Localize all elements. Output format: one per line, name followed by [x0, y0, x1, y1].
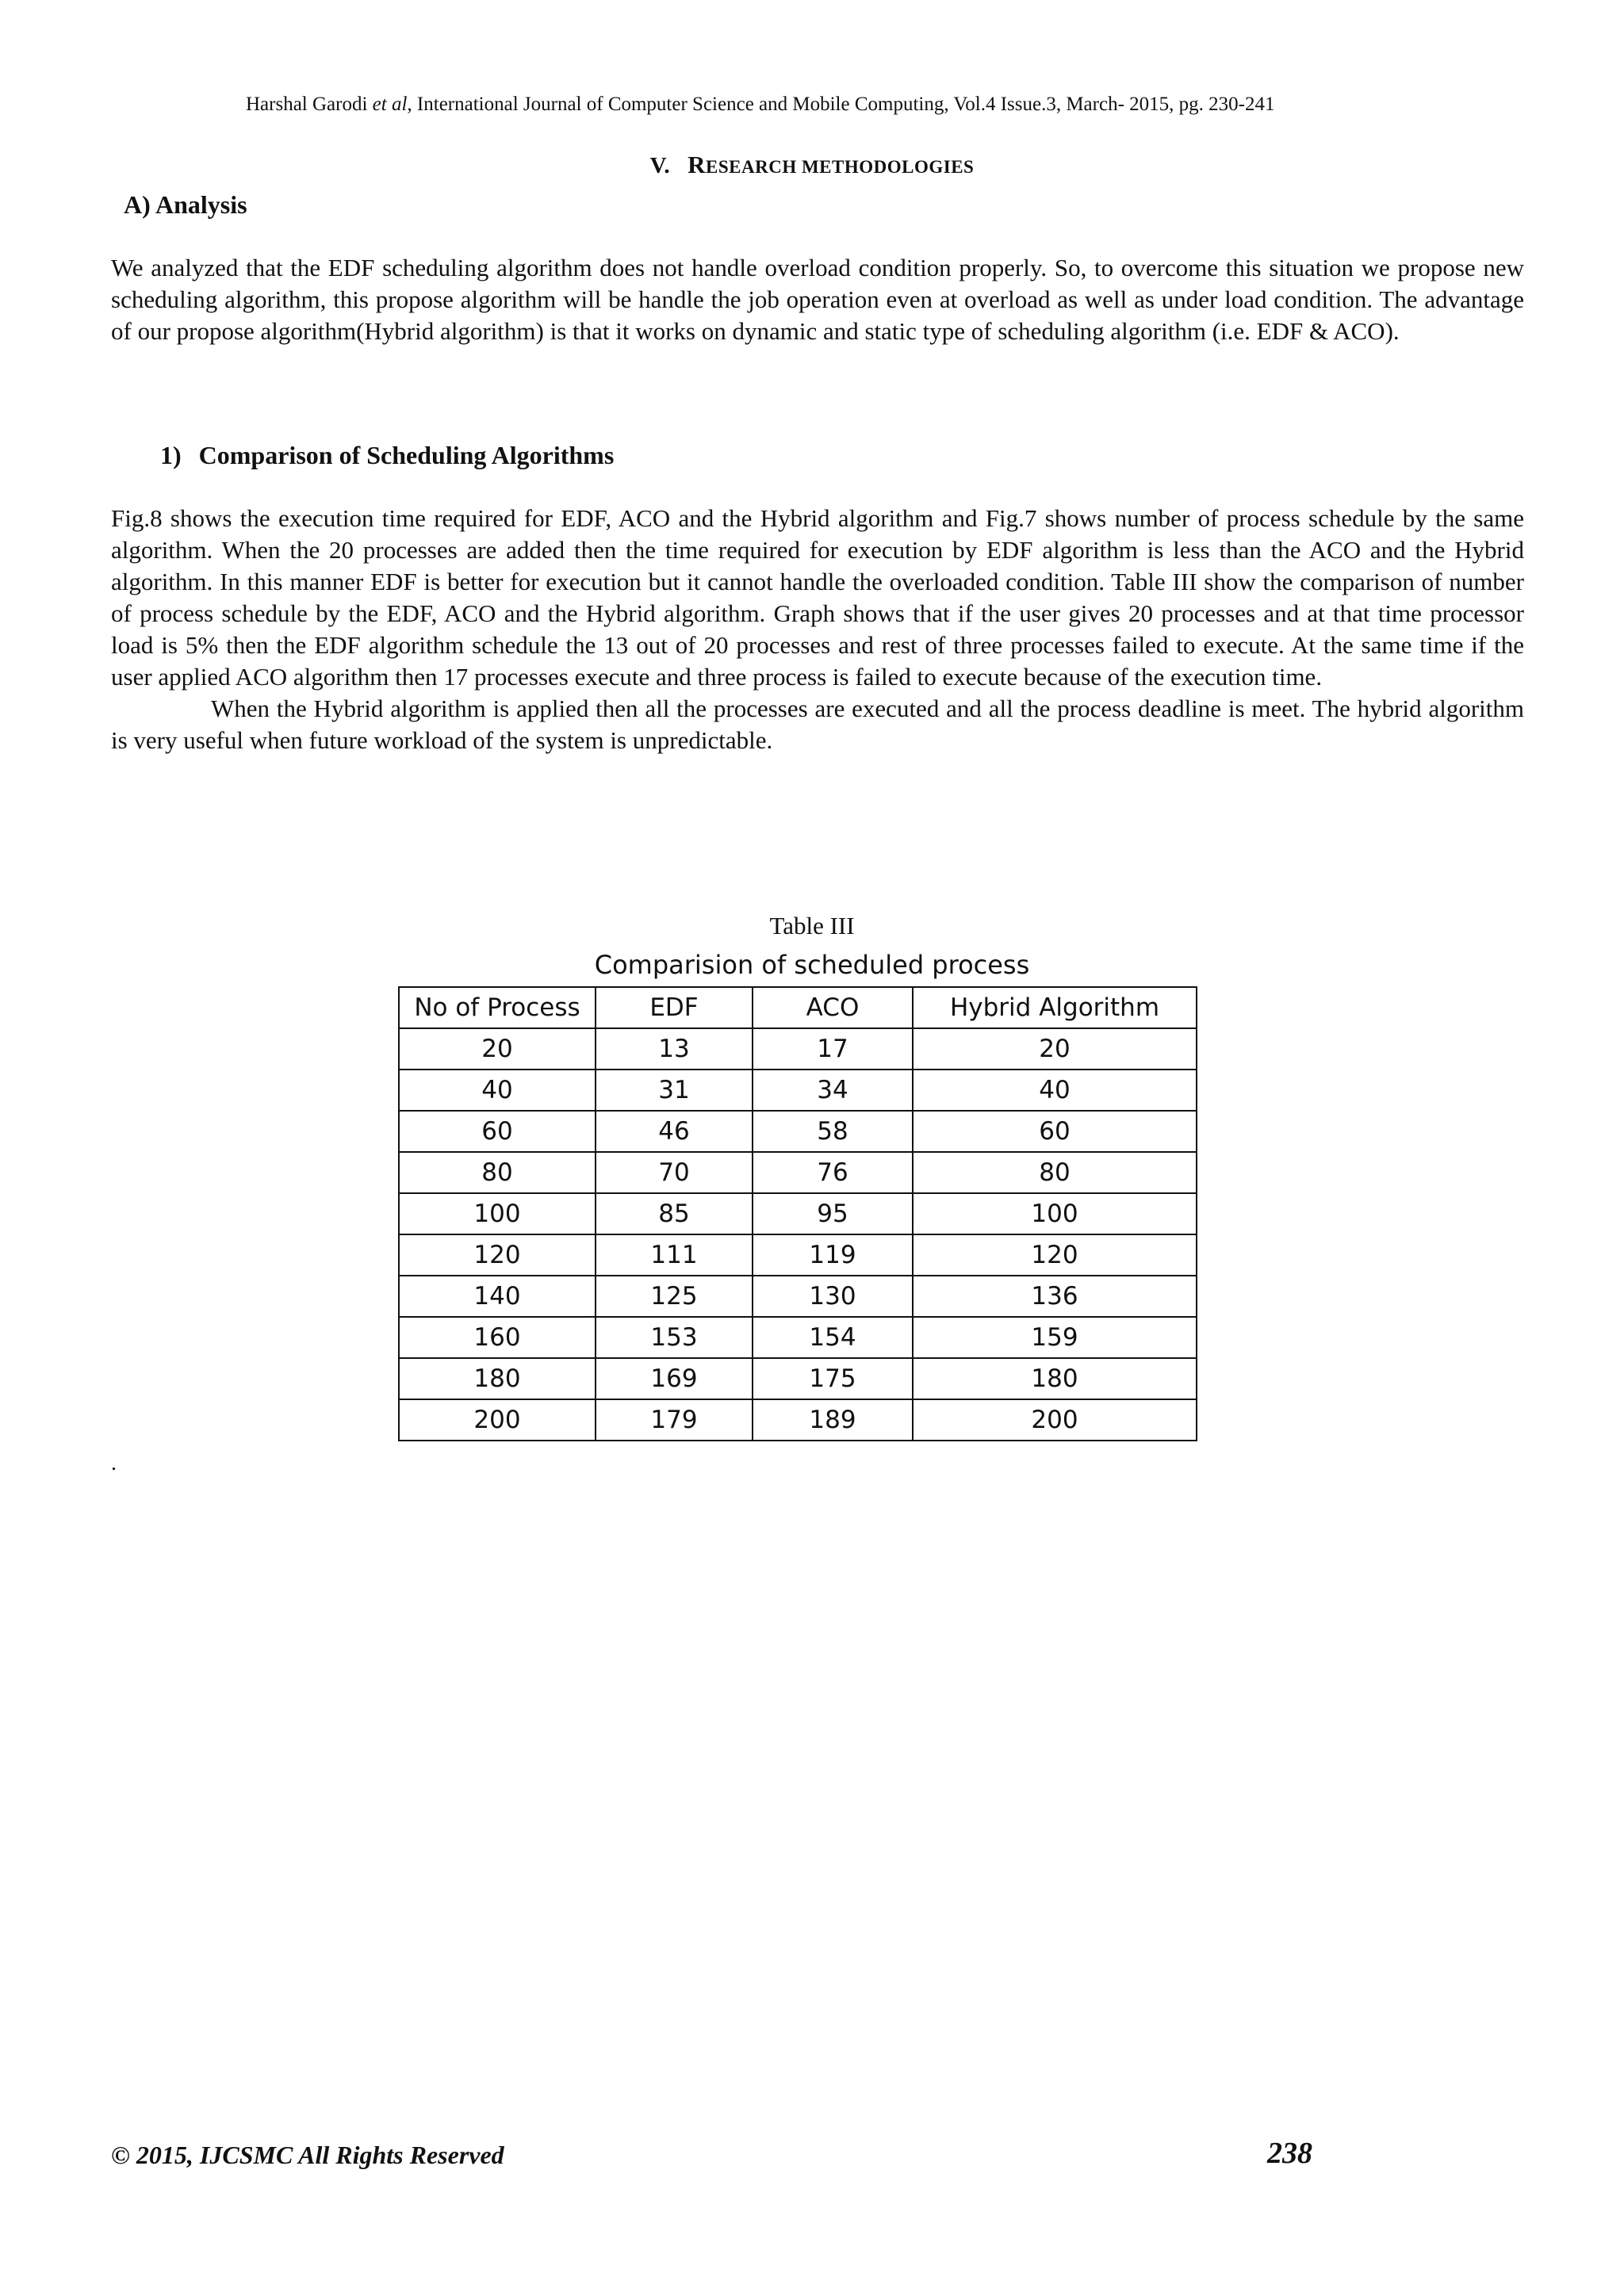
- footer-copyright: © 2015, IJCSMC All Rights Reserved: [111, 2141, 504, 2169]
- table-cell: 76: [753, 1152, 913, 1193]
- section-heading: [0, 151, 1624, 179]
- table-row: [399, 1193, 1197, 1234]
- table-cell: 120: [399, 1234, 596, 1276]
- table-cell: 85: [596, 1193, 753, 1234]
- analysis-paragraph: We analyzed that the EDF scheduling algorithm does not handle overload condition properly. So, to overcome this situation we propose new scheduling algorithm, this propose algorithm will be handle the job operation even at overload as well as under load condition. The advantage of our propose algorithm(Hybrid algorithm) is that it works on dynamic and static type of scheduling algorithm (i.e. EDF & ACO).: [111, 254, 1524, 345]
- header-journal-info: , International Journal of Computer Science and Mobile Computing, Vol.4 Issue.3, March- 2015, pg. 230-241: [407, 94, 1275, 115]
- table-row: [399, 1111, 1197, 1152]
- table-cell: 60: [913, 1111, 1197, 1152]
- table-cell: 120: [913, 1234, 1197, 1276]
- table-cell: 13: [596, 1028, 753, 1070]
- table-cell: 20: [399, 1028, 596, 1070]
- table-cell: 40: [913, 1070, 1197, 1111]
- table-cell: 180: [399, 1358, 596, 1399]
- table-cell: 136: [913, 1276, 1197, 1317]
- comparison-paragraph-2: When the Hybrid algorithm is applied then all the processes are executed and all the process deadline is meet. The hybrid algorithm is very useful when future workload of the system is unpredictable.: [111, 695, 1524, 754]
- table-cell: 159: [913, 1317, 1197, 1358]
- table-header-cell: ACO: [753, 987, 913, 1028]
- table-cell: 130: [753, 1276, 913, 1317]
- table-cell: 160: [399, 1317, 596, 1358]
- table-cell: 34: [753, 1070, 913, 1111]
- table-cell: 169: [596, 1358, 753, 1399]
- stray-period: .: [111, 1451, 117, 1475]
- table-cell: 154: [753, 1317, 913, 1358]
- table-cell: 100: [913, 1193, 1197, 1234]
- table-cell: 189: [753, 1399, 913, 1441]
- table-cell: 31: [596, 1070, 753, 1111]
- table-header-cell: EDF: [596, 987, 753, 1028]
- table-cell: 179: [596, 1399, 753, 1441]
- table-cell: 20: [913, 1028, 1197, 1070]
- table-row: [399, 1152, 1197, 1193]
- table-cell: 200: [399, 1399, 596, 1441]
- table-cell: 80: [399, 1152, 596, 1193]
- table-header-cell: No of Process: [399, 987, 596, 1028]
- table-header-row: [399, 987, 1197, 1028]
- table-row: [399, 1070, 1197, 1111]
- subsection-title: Comparison of Scheduling Algorithms: [198, 441, 615, 469]
- table-cell: 80: [913, 1152, 1197, 1193]
- table-cell: 175: [753, 1358, 913, 1399]
- header-etal: et al: [372, 94, 408, 115]
- table-cell: 46: [596, 1111, 753, 1152]
- subsection-number: 1): [160, 441, 182, 469]
- table-row: [399, 1399, 1197, 1441]
- section-title-initial: R: [688, 151, 707, 178]
- table-row: [399, 1234, 1197, 1276]
- table-cell: 153: [596, 1317, 753, 1358]
- comparison-table: [398, 986, 1197, 1441]
- header-authors: Harshal Garodi: [246, 94, 368, 115]
- comparison-paragraphs: [111, 503, 1524, 756]
- table-row: [399, 1358, 1197, 1399]
- table-caption: Table III: [769, 912, 855, 939]
- table-subcaption: Comparision of scheduled process: [594, 950, 1030, 980]
- section-title-rest: ESEARCH METHODOLOGIES: [706, 157, 975, 177]
- table-cell: 180: [913, 1358, 1197, 1399]
- section-number: V.: [649, 153, 671, 178]
- table-cell: 17: [753, 1028, 913, 1070]
- table-cell: 200: [913, 1399, 1197, 1441]
- footer-page-number: 238: [1267, 2137, 1312, 2170]
- table-cell: 70: [596, 1152, 753, 1193]
- table-row: [399, 1276, 1197, 1317]
- table-cell: 119: [753, 1234, 913, 1276]
- table-cell: 60: [399, 1111, 596, 1152]
- table-cell: 100: [399, 1193, 596, 1234]
- table-cell: 95: [753, 1193, 913, 1234]
- subsection-analysis-heading: A) Analysis: [124, 190, 247, 219]
- table-row: [399, 1028, 1197, 1070]
- table-header-cell: Hybrid Algorithm: [913, 987, 1197, 1028]
- running-header: [246, 94, 1388, 116]
- table-cell: 40: [399, 1070, 596, 1111]
- table-cell: 58: [753, 1111, 913, 1152]
- table-row: [399, 1317, 1197, 1358]
- table-cell: 125: [596, 1276, 753, 1317]
- table-cell: 111: [596, 1234, 753, 1276]
- table-cell: 140: [399, 1276, 596, 1317]
- comparison-paragraph-1: Fig.8 shows the execution time required for EDF, ACO and the Hybrid algorithm and Fig.7 shows number of process schedule by the same algorithm. When the 20 processes are added then the time required for execution by EDF algorithm is less than the ACO and the Hybrid algorithm. In this manner EDF is better for execution but it cannot handle the overloaded condition. Table III show the comparison of number of process schedule by the EDF, ACO and the Hybrid algorithm. Graph shows that if the user gives 20 processes and at that time processor load is 5% then the EDF algorithm schedule the 13 out of 20 processes and rest of three processes failed to execute. At the same time if the user applied ACO algorithm then 17 processes execute and three process is failed to execute because of the execution time.: [111, 504, 1524, 691]
- subsection-comparison-heading: [160, 441, 614, 470]
